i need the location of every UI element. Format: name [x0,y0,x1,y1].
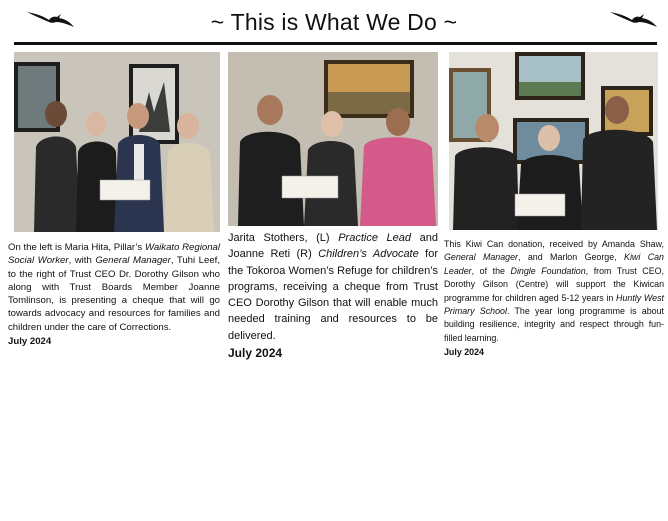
caption-run: for the Tokoroa Women’s Refuge for children’s programs, receiving a cheque from Trust CEO Dorothy Gilson that will enable much needed training and resources to be delivered. [228,248,438,342]
caption-date: July 2024 [444,347,484,358]
caption-panel-1 [8,241,220,348]
caption-run: Jarita Stothers, (L) [228,232,339,244]
header-divider [14,42,657,45]
caption-emphasis: Waikato Regional Social Worker [8,242,220,267]
caption-emphasis: General Manager [95,255,171,267]
caption-emphasis: General Manager [444,252,518,263]
caption-emphasis: Huntly West Primary School [444,292,664,317]
page-title: ~ This is What We Do ~ [210,9,458,35]
caption-run: , with [68,255,96,267]
caption-emphasis: Children’s Advocate [318,248,419,261]
photo-panel-2 [228,52,438,226]
photo-panel-3 [449,52,658,230]
caption-emphasis: Kiwi Can Leader [444,252,664,276]
caption-panel-2 [228,230,438,361]
caption-date: July 2024 [228,346,283,361]
caption-run: , Tuhi Leef, to the right of Trust CEO Dr. Dorothy Gilson who along with Trust Boards Member Joanne Tomlinson, is presenting a cheque that will go towards advocacy and resources for families and children under the care of Corrections. [8,255,220,333]
page-header [0,0,668,46]
caption-text [228,232,438,342]
caption-emphasis: Practice Lead [338,232,412,244]
photo-panel-1 [14,52,220,232]
caption-run: . The year long programme is about building resilience, integrity and respect through fun-filled learning. [444,306,665,343]
caption-run: This Kiwi Can donation, received by Amanda Shaw, [444,239,664,249]
caption-date: July 2024 [8,336,52,348]
caption-run: , from Trust CEO, Dorothy Gilson (Centre) will support the Kiwican programme for children aged 5-12 years in [444,265,664,303]
caption-run: On the left is Maria Hita, Pillar’s [8,242,145,253]
caption-text [8,242,220,333]
caption-panel-3 [444,238,664,360]
caption-run: , and Marlon George, [518,252,625,263]
caption-text [444,239,664,343]
caption-emphasis: Dingle Foundation [510,265,586,276]
caption-run: and Joanne Reti (R) [228,232,438,261]
bird-icon [608,8,658,30]
caption-run: , of the [471,265,511,276]
